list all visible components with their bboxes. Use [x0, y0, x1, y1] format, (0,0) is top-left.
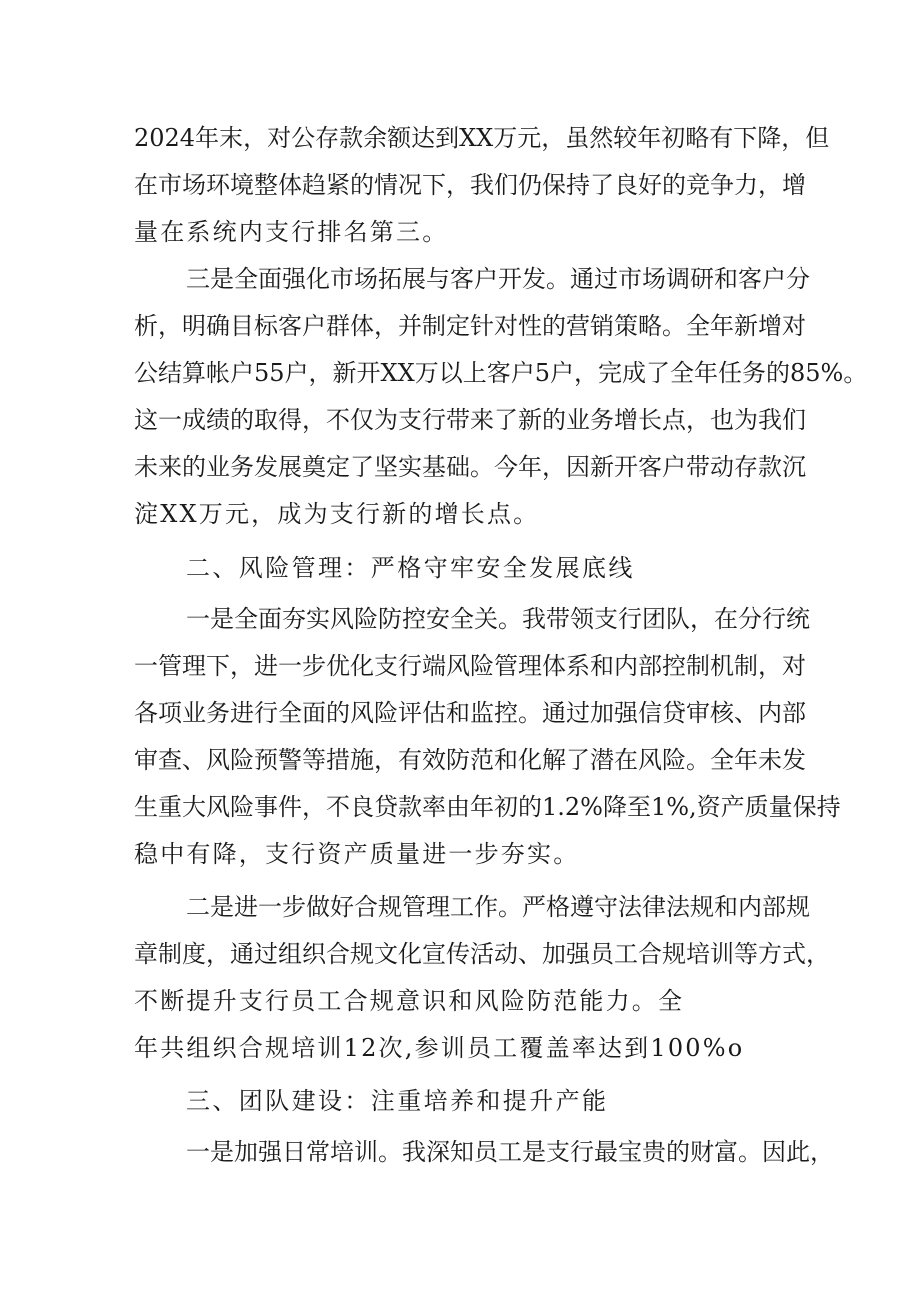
text-line: 2024年末，对公存款余额达到XX万元，虽然较年初略有下降，但: [134, 124, 830, 152]
section-heading: 二、风险管理：严格守牢安全发展底线: [186, 554, 635, 582]
paragraph-start-line: 一是全面夯实风险防控安全关。我带领支行团队，在分行统: [186, 605, 810, 633]
text-line: 量在系统内支行排名第三。: [134, 218, 449, 246]
text-line: 这一成绩的取得，不仅为支行带来了新的业务增长点，也为我们: [134, 406, 806, 434]
text-line: 章制度，通过组织合规文化宣传活动、加强员工合规培训等方式，: [134, 940, 830, 968]
section-heading: 三、团队建设：注重培养和提升产能: [186, 1087, 609, 1115]
text-line: 审查、风险预警等措施，有效防范和化解了潜在风险。全年未发: [134, 746, 806, 774]
text-line: 公结算帐户55户，新开XX万以上客户5户，完成了全年任务的85%。: [134, 359, 868, 387]
text-line: 年共组织合规培训12次,参训员工覆盖率达到100%o: [134, 1034, 745, 1062]
paragraph-start-line: 三是全面强化市场拓展与客户开发。通过市场调研和客户分: [186, 265, 810, 293]
text-line: 未来的业务发展奠定了坚实基础。今年，因新开客户带动存款沉: [134, 453, 806, 481]
text-line: 在市场环境整体趋紧的情况下，我们仍保持了良好的竞争力，增: [134, 171, 806, 199]
text-line: 淀XX万元，成为支行新的增长点。: [134, 500, 540, 528]
text-line: 不断提升支行员工合规意识和风险防范能力。全: [134, 987, 685, 1015]
text-line: 各项业务进行全面的风险评估和监控。通过加强信贷审核、内部: [134, 699, 806, 727]
paragraph-start-line: 一是加强日常培训。我深知员工是支行最宝贵的财富。因此，: [186, 1138, 834, 1166]
text-line: 生重大风险事件，不良贷款率由年初的1.2%降至1%,资产质量保持: [134, 793, 841, 821]
text-line: 析，明确目标客户群体，并制定针对性的营销策略。全年新增对: [134, 312, 806, 340]
text-line: 稳中有降，支行资产质量进一步夯实。: [134, 840, 580, 868]
text-line: 一管理下，进一步优化支行端风险管理体系和内部控制机制，对: [134, 652, 806, 680]
paragraph-start-line: 二是进一步做好合规管理工作。严格遵守法律法规和内部规: [186, 893, 810, 921]
